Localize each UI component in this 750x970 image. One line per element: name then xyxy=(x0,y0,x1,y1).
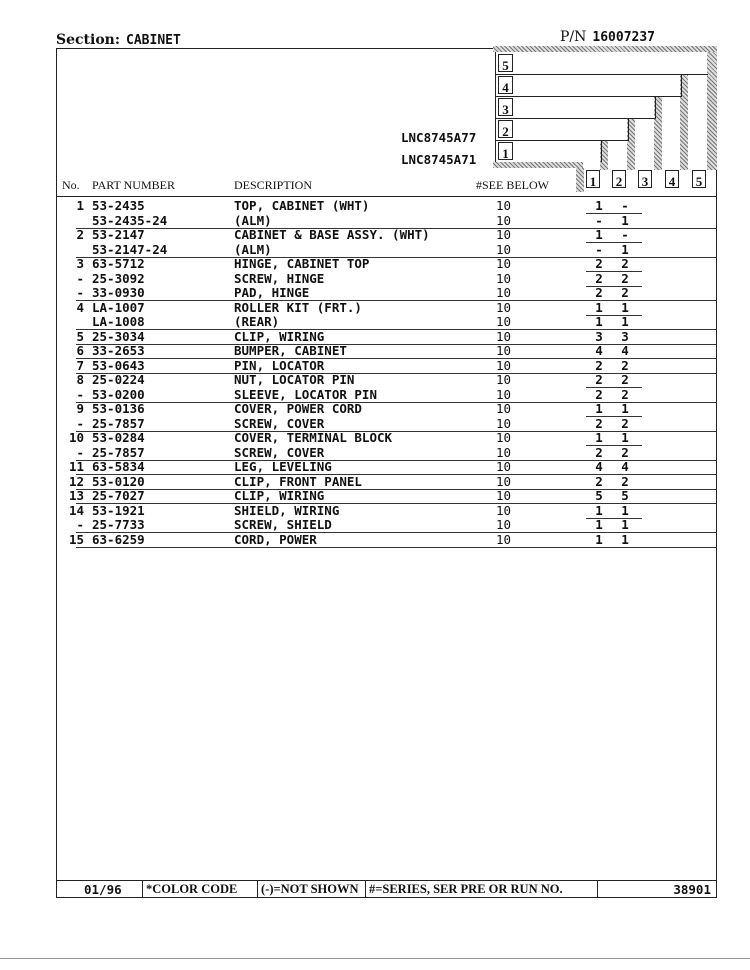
cell-see: 10 xyxy=(496,285,512,300)
cell-no: 4 xyxy=(76,299,84,315)
cell-q2: 1 xyxy=(621,430,629,445)
cell-desc: SCREW, SHIELD xyxy=(234,517,332,532)
footer-page-code: 38901 xyxy=(673,882,711,897)
col-header-description: DESCRIPTION xyxy=(234,178,313,192)
cell-see: 10 xyxy=(496,343,512,358)
cell-no: 12 xyxy=(68,473,84,489)
stair-number-4 xyxy=(498,76,513,94)
cell-no: 3 xyxy=(76,256,84,271)
stair-level-4 xyxy=(495,74,682,97)
table-row xyxy=(56,315,717,330)
cell-desc: SCREW, COVER xyxy=(234,415,325,431)
cell-part: 25-7733 xyxy=(92,517,145,532)
footer-color-code: *COLOR CODE xyxy=(143,881,258,898)
stair-number-5-text: 5 xyxy=(502,58,509,73)
stair-level-5 xyxy=(495,52,708,75)
cell-desc: SCREW, COVER xyxy=(234,444,325,460)
cell-part: 53-2147-24 xyxy=(92,241,168,257)
cell-see: 10 xyxy=(496,372,512,387)
footer-not-shown: (-)=NOT SHOWN xyxy=(258,881,366,898)
table-row xyxy=(56,301,717,316)
col-header-see-below: #SEE BELOW xyxy=(476,178,549,192)
col-header-no: No. xyxy=(62,178,80,192)
cell-part: 53-0120 xyxy=(92,473,145,489)
cell-no: - xyxy=(76,444,84,460)
row-divider xyxy=(76,547,717,548)
stair-number-3 xyxy=(498,98,513,116)
cell-q2: 5 xyxy=(621,488,629,503)
cell-desc: COVER, POWER CORD xyxy=(234,401,362,416)
cell-q2: 1 xyxy=(621,299,629,315)
table-row xyxy=(56,257,717,272)
pn-label: P/N xyxy=(560,29,587,45)
cell-no: 10 xyxy=(68,430,84,445)
page-bottom-line xyxy=(0,958,750,959)
stair-number-2 xyxy=(498,120,513,138)
cell-part: 53-0200 xyxy=(92,386,145,402)
section-label xyxy=(56,32,181,48)
cell-q2: 1 xyxy=(621,314,629,329)
cell-part: 25-7857 xyxy=(92,444,145,460)
cell-q1: 2 xyxy=(595,444,603,460)
stair-level-3 xyxy=(495,96,656,119)
cell-part: 25-7857 xyxy=(92,415,145,431)
cell-see: 10 xyxy=(496,299,512,315)
cell-part: 25-3034 xyxy=(92,328,145,344)
cell-no: 8 xyxy=(76,372,84,387)
cell-see: 10 xyxy=(496,415,512,431)
cell-part: 53-2435-24 xyxy=(92,212,168,228)
cell-desc: (ALM) xyxy=(234,241,272,257)
cell-see: 10 xyxy=(496,212,512,228)
cell-part: 33-0930 xyxy=(92,285,145,300)
cell-q1: 2 xyxy=(595,357,603,373)
cell-see: 10 xyxy=(496,459,512,474)
cell-no: 1 xyxy=(76,198,84,213)
cell-part: 63-5712 xyxy=(92,256,145,271)
cell-no: 13 xyxy=(68,488,84,503)
cell-q1: 5 xyxy=(595,488,603,503)
cell-desc: SHIELD, WIRING xyxy=(234,502,340,518)
cell-q2: 1 xyxy=(621,531,629,547)
cell-part: 25-3092 xyxy=(92,270,145,286)
cell-q2: 2 xyxy=(621,285,629,300)
table-row xyxy=(56,243,717,258)
cell-q2: - xyxy=(621,198,629,213)
cell-part: LA-1007 xyxy=(92,299,145,315)
cell-q1: 2 xyxy=(595,270,603,286)
table-row xyxy=(56,518,717,533)
stair-number-4-text: 4 xyxy=(502,80,509,95)
stair-number-2-text: 2 xyxy=(502,124,509,139)
cell-desc: PIN, LOCATOR xyxy=(234,357,325,373)
table-row xyxy=(56,214,717,229)
cell-desc: CLIP, WIRING xyxy=(234,328,325,344)
table-row xyxy=(56,373,717,388)
table-row xyxy=(56,330,717,345)
cell-q2: 2 xyxy=(621,372,629,387)
qty-col-3-text: 3 xyxy=(641,174,649,189)
qty-col-3 xyxy=(638,170,652,188)
stair-number-1-text: 1 xyxy=(502,146,509,161)
stair-right-shade xyxy=(707,52,717,170)
cell-part: 53-2435 xyxy=(92,198,145,213)
cell-desc: HINGE, CABINET TOP xyxy=(234,256,370,271)
cell-see: 10 xyxy=(496,314,512,329)
cell-see: 10 xyxy=(496,444,512,460)
cell-desc: CORD, POWER xyxy=(234,531,317,547)
cell-part: 53-2147 xyxy=(92,227,145,242)
cell-see: 10 xyxy=(496,270,512,286)
cell-desc: (ALM) xyxy=(234,212,272,228)
cell-see: 10 xyxy=(496,517,512,532)
cell-q2: 2 xyxy=(621,256,629,271)
cell-q1: 1 xyxy=(595,227,603,242)
cell-no: 14 xyxy=(68,502,84,518)
cell-desc: CABINET & BASE ASSY. (WHT) xyxy=(234,227,430,242)
table-row xyxy=(56,417,717,432)
cell-q2: 2 xyxy=(621,386,629,402)
cell-part: 25-7027 xyxy=(92,488,145,503)
cell-q1: 2 xyxy=(595,372,603,387)
cell-q2: 1 xyxy=(621,502,629,518)
table-row xyxy=(56,504,717,519)
cell-no: 15 xyxy=(68,531,84,547)
cell-desc: CLIP, FRONT PANEL xyxy=(234,473,362,489)
cell-desc: (REAR) xyxy=(234,314,280,329)
cell-q1: 4 xyxy=(595,459,603,474)
cell-desc: ROLLER KIT (FRT.) xyxy=(234,299,362,315)
cell-desc: BUMPER, CABINET xyxy=(234,343,347,358)
table-row xyxy=(56,489,717,504)
cell-part: LA-1008 xyxy=(92,314,145,329)
cell-see: 10 xyxy=(496,488,512,503)
cell-no: - xyxy=(76,270,84,286)
qty-col-1 xyxy=(586,170,600,188)
cell-part: 53-0136 xyxy=(92,401,145,416)
qty-col-1-text: 1 xyxy=(589,174,597,189)
header-rule xyxy=(56,196,717,197)
stair-number-5 xyxy=(498,54,513,72)
cell-q1: 2 xyxy=(595,415,603,431)
table-row xyxy=(56,533,717,548)
cell-q1: 1 xyxy=(595,299,603,315)
cell-no: 2 xyxy=(76,227,84,242)
cell-see: 10 xyxy=(496,473,512,489)
table-row xyxy=(56,475,717,490)
cell-q2: 3 xyxy=(621,328,629,344)
qty-col-2 xyxy=(612,170,626,188)
qty-col-2-text: 2 xyxy=(615,174,623,189)
cell-q1: 2 xyxy=(595,386,603,402)
cell-q2: 2 xyxy=(621,444,629,460)
cell-q1: 1 xyxy=(595,401,603,416)
cell-no: 7 xyxy=(76,357,84,373)
cell-desc: CLIP, WIRING xyxy=(234,488,325,503)
cell-q1: - xyxy=(595,241,603,257)
cell-q1: 1 xyxy=(595,198,603,213)
part-number-header xyxy=(560,29,655,45)
cell-q1: 3 xyxy=(595,328,603,344)
cell-desc: LEG, LEVELING xyxy=(234,459,332,474)
stair-number-3-text: 3 xyxy=(502,102,509,117)
cell-no: - xyxy=(76,517,84,532)
cell-q1: 2 xyxy=(595,473,603,489)
cell-see: 10 xyxy=(496,328,512,344)
table-row xyxy=(56,388,717,403)
table-row xyxy=(56,228,717,243)
cell-part: 25-0224 xyxy=(92,372,145,387)
cell-desc: PAD, HINGE xyxy=(234,285,310,300)
table-row xyxy=(56,286,717,301)
cell-q1: 1 xyxy=(595,430,603,445)
cell-q2: 1 xyxy=(621,517,629,532)
cell-q2: 1 xyxy=(621,401,629,416)
qty-col-4-text: 4 xyxy=(668,174,676,189)
cell-q2: 2 xyxy=(621,270,629,286)
qty-col-5 xyxy=(692,170,706,188)
cell-q2: 4 xyxy=(621,459,629,474)
cell-q1: - xyxy=(595,212,603,228)
cell-q1: 4 xyxy=(595,343,603,358)
cell-no: - xyxy=(76,415,84,431)
cell-no: 6 xyxy=(76,343,84,358)
cell-q1: 1 xyxy=(595,517,603,532)
cell-q2: 2 xyxy=(621,357,629,373)
cell-desc: COVER, TERMINAL BLOCK xyxy=(234,430,393,445)
cell-q1: 1 xyxy=(595,502,603,518)
stair-level-2 xyxy=(495,118,629,141)
cell-q2: 2 xyxy=(621,415,629,431)
cell-q2: 1 xyxy=(621,212,629,228)
cell-part: 63-5834 xyxy=(92,459,145,474)
cell-see: 10 xyxy=(496,401,512,416)
cell-see: 10 xyxy=(496,386,512,402)
footer-series: #=SERIES, SER PRE OR RUN NO. xyxy=(366,881,598,898)
table-row xyxy=(56,359,717,374)
cell-no: - xyxy=(76,386,84,402)
cell-see: 10 xyxy=(496,531,512,547)
cell-q1: 2 xyxy=(595,285,603,300)
cell-part: 53-0643 xyxy=(92,357,145,373)
cell-see: 10 xyxy=(496,430,512,445)
table-row xyxy=(56,460,717,475)
cell-desc: TOP, CABINET (WHT) xyxy=(234,198,370,213)
cell-q2: 1 xyxy=(621,241,629,257)
stair-bottom-shade xyxy=(493,162,583,168)
cell-q1: 2 xyxy=(595,256,603,271)
table-row xyxy=(56,344,717,359)
cell-no: - xyxy=(76,285,84,300)
cell-no: 9 xyxy=(76,401,84,416)
model-number-2: LNC8745A71 xyxy=(401,152,477,167)
table-row xyxy=(56,431,717,446)
pn-value: 16007237 xyxy=(592,30,656,45)
cell-part: 53-1921 xyxy=(92,502,145,518)
cell-q2: - xyxy=(621,227,629,242)
cell-q2: 4 xyxy=(621,343,629,358)
cell-part: 33-2653 xyxy=(92,343,145,358)
cell-no: 5 xyxy=(76,328,84,344)
stair-number-1 xyxy=(498,142,513,160)
cell-see: 10 xyxy=(496,198,512,213)
cell-see: 10 xyxy=(496,256,512,271)
cell-q1: 1 xyxy=(595,531,603,547)
cell-no: 11 xyxy=(68,459,84,474)
footer-date: 01/96 xyxy=(56,881,143,898)
cell-see: 10 xyxy=(496,241,512,257)
col-header-part-number: PART NUMBER xyxy=(92,178,175,192)
cell-see: 10 xyxy=(496,357,512,373)
qty-col-4 xyxy=(665,170,679,188)
cell-desc: SCREW, HINGE xyxy=(234,270,325,286)
cell-see: 10 xyxy=(496,502,512,518)
table-row xyxy=(56,446,717,461)
cell-desc: NUT, LOCATOR PIN xyxy=(234,372,355,387)
cell-part: 53-0284 xyxy=(92,430,145,445)
model-number-1: LNC8745A77 xyxy=(401,130,477,145)
qty-shade-a xyxy=(576,168,584,192)
section-value: CABINET xyxy=(126,33,181,48)
table-row xyxy=(56,199,717,214)
cell-q2: 2 xyxy=(621,473,629,489)
qty-col-5-text: 5 xyxy=(695,174,703,189)
cell-desc: SLEEVE, LOCATOR PIN xyxy=(234,386,377,402)
section-label-text: Section: xyxy=(56,32,121,48)
cell-part: 63-6259 xyxy=(92,531,145,547)
table-row xyxy=(56,272,717,287)
cell-q1: 1 xyxy=(595,314,603,329)
table-row xyxy=(56,402,717,417)
cell-see: 10 xyxy=(496,227,512,242)
